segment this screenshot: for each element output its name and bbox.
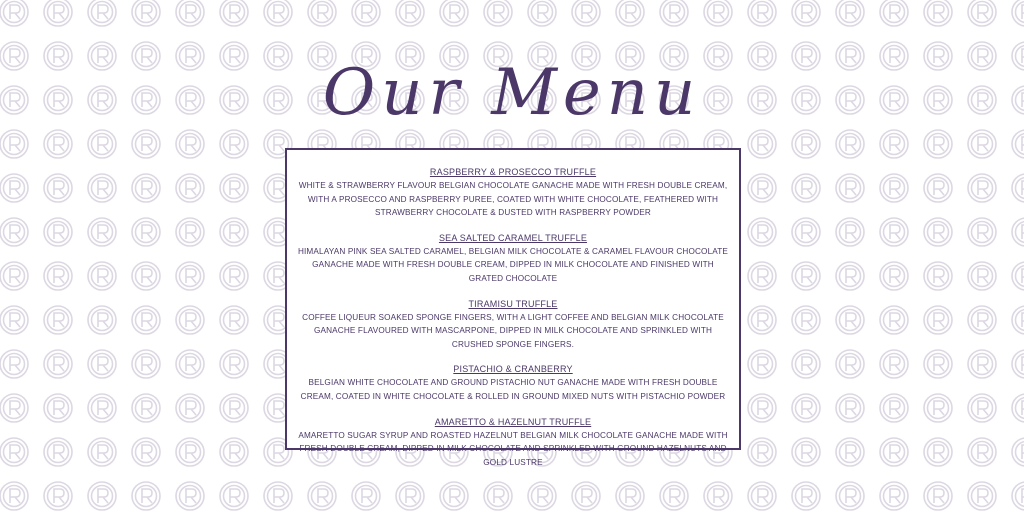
menu-item-title: RASPBERRY & PROSECCO TRUFFLE (429, 167, 597, 177)
menu-card (285, 148, 741, 467)
menu-item-pistachio-cranberry (295, 363, 731, 403)
menu-item-description: AMARETTO SUGAR SYRUP AND ROASTED HAZELNUT BELGIAN MILK CHOCOLATE GANACHE MADE WITH FRESH DOUBLE CREAM, DIPPED IN MILK CHOCOLATE AND SPRINKLED WITH GROUND HAZELNUTS AND GOLD LUSTRE (298, 430, 728, 467)
menu-item-title: PISTACHIO & CRANBERRY (453, 364, 573, 375)
menu-item-title: AMARETTO & HAZELNUT TRUFFLE (434, 416, 592, 427)
menu-item-description: HIMALAYAN PINK SEA SALTED CARAMEL, BELGIAN MILK CHOCOLATE & CARAMEL FLAVOUR CHOCOLATE GANACHE MADE WITH FRESH DOUBLE CREAM, DIPPED IN MILK CHOCOLATE AND FINISHED WITH GRATED CHOCOLATE (297, 246, 729, 283)
menu-item-description: COFFEE LIQUEUR SOAKED SPONGE FINGERS, WITH A LIGHT COFFEE AND BELGIAN MILK CHOCOLATE GANACHE FLAVOURED WITH MASCARPONE, DIPPED IN MILK CHOCOLATE AND SPRINKLED WITH CRUSHED SPONGE FINGERS. (302, 312, 724, 349)
menu-item-title: TIRAMISU TRUFFLE (468, 298, 558, 309)
menu-item-raspberry-prosecco (295, 166, 731, 220)
menu-item-description: WHITE & STRAWBERRY FLAVOUR BELGIAN CHOCOLATE GANACHE MADE WITH FRESH DOUBLE CREAM, WITH A PROSECCO AND RASPBERRY PUREE, COATED WITH WHITE CHOCOLATE, FEATHERED WITH STRAWBERRY CHOCOLATE & DUSTED WITH RASPBERRY POWDER (298, 181, 728, 218)
menu-item-title: SEA SALTED CARAMEL TRUFFLE (438, 232, 588, 243)
menu-item-description: BELGIAN WHITE CHOCOLATE AND GROUND PISTACHIO NUT GANACHE MADE WITH FRESH DOUBLE CREAM, COATED IN WHITE CHOCOLATE & ROLLED IN GROUND MIXED NUTS WITH PISTACHIO POWDER (300, 378, 726, 401)
page-title: Our Menu (322, 56, 702, 130)
menu-item-sea-salted-caramel (295, 232, 731, 286)
menu-item-amaretto-hazelnut (295, 416, 731, 470)
menu-item-tiramisu (295, 298, 731, 352)
